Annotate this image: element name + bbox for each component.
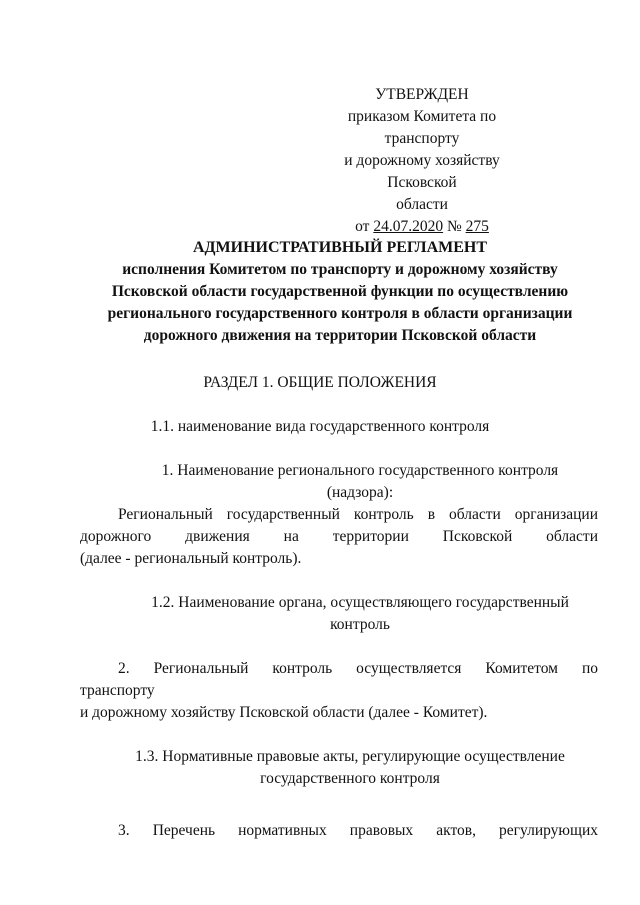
item-1-text: (далее - региональный контроль). (80, 550, 302, 567)
approval-stamp (322, 84, 522, 238)
subsection-heading-1-3-cont: государственного контроля (260, 770, 440, 787)
item-1-heading: 1. Наименование регионального государственного контроля (161, 462, 559, 479)
title-subline: исполнения Комитетом по транспорту и дорожному хозяйству (122, 261, 558, 278)
number-prefix: № (446, 218, 462, 235)
approval-title: УТВЕРЖДЕН (375, 86, 469, 103)
title-subline: регионального государственного контроля в области организации (107, 305, 573, 322)
approval-line: области (396, 196, 448, 213)
item-1-text: дорожного движения на территории Псковской области (80, 528, 598, 545)
document-title (80, 237, 600, 347)
title-main: АДМИНИСТРАТИВНЫЙ РЕГЛАМЕНТ (192, 239, 488, 256)
title-subline: Псковской области государственной функции по осуществлению (111, 283, 569, 300)
subsection-heading-1-1: 1.1. наименование вида государственного контроля (150, 418, 490, 435)
subsection-heading-1-2-cont: контроль (330, 616, 390, 633)
title-subline: дорожного движения на территории Псковской области (143, 327, 537, 344)
approval-line: приказом Комитета по транспорту (347, 108, 497, 147)
approval-line: и дорожному хозяйству Псковской (344, 152, 500, 191)
item-2-text: 2. Региональный контроль осуществляется Комитетом по (118, 660, 598, 677)
item-3-text: 3. Перечень нормативных правовых актов, регулирующих (118, 822, 598, 839)
item-1-heading-cont: (надзора): (326, 484, 394, 501)
approval-date: 24.07.2020 (373, 218, 444, 235)
subsection-heading-1-3: 1.3. Нормативные правовые акты, регулирующие осуществление (135, 748, 565, 765)
section-heading: РАЗДЕЛ 1. ОБЩИЕ ПОЛОЖЕНИЯ (203, 374, 437, 391)
item-2-text: и дорожному хозяйству Псковской области (далее - Комитет). (80, 704, 488, 721)
date-prefix: от (355, 218, 370, 235)
item-2-text: транспорту (80, 682, 155, 699)
approval-date-line (322, 216, 522, 238)
approval-number: 275 (465, 218, 489, 235)
subsection-heading-1-2: 1.2. Наименование органа, осуществляющего государственный (151, 594, 569, 611)
item-1-text: Региональный государственный контроль в области организации (118, 506, 598, 523)
